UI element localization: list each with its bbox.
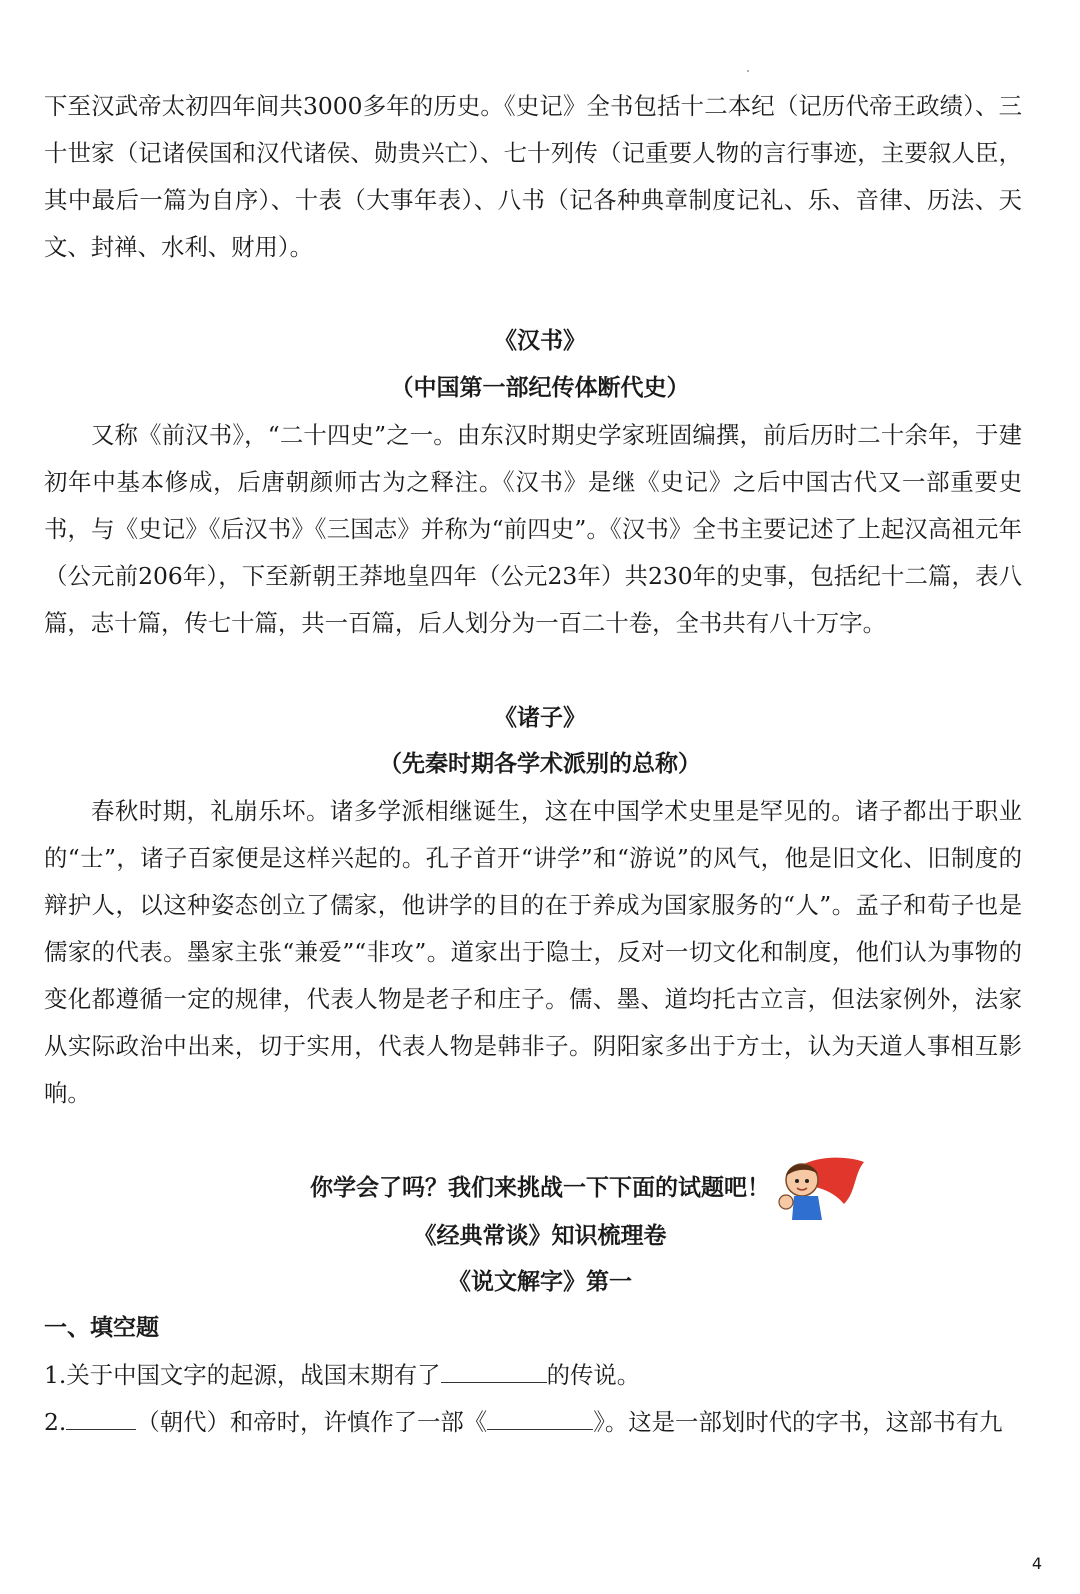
hanshu-title: 《汉书》 [494, 328, 586, 354]
challenge-prompt: 你学会了吗？我们来挑战一下下面的试题吧！ [310, 1175, 770, 1201]
hanshu-subtitle: （中国第一部纪传体断代史） [390, 375, 690, 401]
question-1-text-after: 的传说。 [546, 1361, 641, 1389]
zhuzi-subtitle: （先秦时期各学术派别的总称） [379, 751, 701, 777]
paper-title: 《经典常谈》知识梳理卷 [413, 1223, 667, 1249]
zhuzi-paragraph: 春秋时期，礼崩乐坏。诸多学派相继诞生，这在中国学术史里是罕见的。诸子都出于职业的“士”，诸子百家便是这样兴起的。孔子首开“讲学”和“游说”的风气，他是旧文化、旧制度的辩护人，以这种姿态创立了儒家，他讲学的目的在于养成为国家服务的“人”。孟子和荀子也是儒家的代表。墨家主张“兼爱”“非攻”。道家出于隐士，反对一切文化和制度，他们认为事物的变化都遵循一定的规律，代表人物是老子和庄子。儒、墨、道均托古立言，但法家例外，法家从实际政治中出来，切于实用，代表人物是韩非子。阴阳家多出于方士，认为天道人事相互影响。 [44, 797, 1022, 1107]
question-2-text-part1: （朝代）和帝时，许慎作了一部《 [136, 1408, 488, 1436]
mascot-eye [805, 1179, 809, 1183]
scan-speck [747, 70, 749, 72]
page-number: 4 [1031, 1554, 1042, 1573]
question-1-text-before: 1.关于中国文字的起源，战国末期有了 [44, 1361, 441, 1389]
zhuzi-title: 《诸子》 [494, 705, 586, 731]
shiji-continuation-paragraph: 下至汉武帝太初四年间共3000多年的历史。《史记》全书包括十二本纪（记历代帝王政绩）、三十世家（记诸侯国和汉代诸侯、勋贵兴亡）、七十列传（记重要人物的言行事迹，主要叙人臣，其中最后一篇为自序）、十表（大事年表）、八书（记各种典章制度记礼、乐、音律、历法、天文、封禅、水利、财用）。 [44, 92, 1022, 261]
mascot-fist [779, 1195, 793, 1209]
mascot-eye [795, 1179, 799, 1183]
mascot-hero-illustration [764, 1152, 866, 1222]
hanshu-paragraph: 又称《前汉书》，“二十四史”之一。由东汉时期史学家班固编撰，前后历时二十余年，于建初年中基本修成，后唐朝颜师古为之释注。《汉书》是继《史记》之后中国古代又一部重要史书，与《史记》《后汉书》《三国志》并称为“前四史”。《汉书》全书主要记述了上起汉高祖元年（公元前206年），下至新朝王莽地皇四年（公元23年）共230年的史事，包括纪十二篇，表八篇，志十篇，传七十篇，共一百篇，后人划分为一百二十卷，全书共有八十万字。 [44, 421, 1022, 637]
fill-in-section-heading: 一、填空题 [44, 1315, 159, 1341]
question-1 [44, 1359, 1022, 1391]
question-2-number: 2. [44, 1408, 67, 1436]
question-2 [44, 1406, 1022, 1438]
question-1-blank[interactable] [441, 1360, 547, 1383]
mascot-shirt [792, 1196, 822, 1220]
question-2-text-part2: 》。这是一部划时代的字书，这部书有九 [593, 1408, 1003, 1436]
question-2-blank-dynasty[interactable] [66, 1407, 136, 1430]
question-2-blank-book[interactable] [487, 1407, 593, 1430]
chapter-title: 《说文解字》第一 [448, 1268, 632, 1295]
